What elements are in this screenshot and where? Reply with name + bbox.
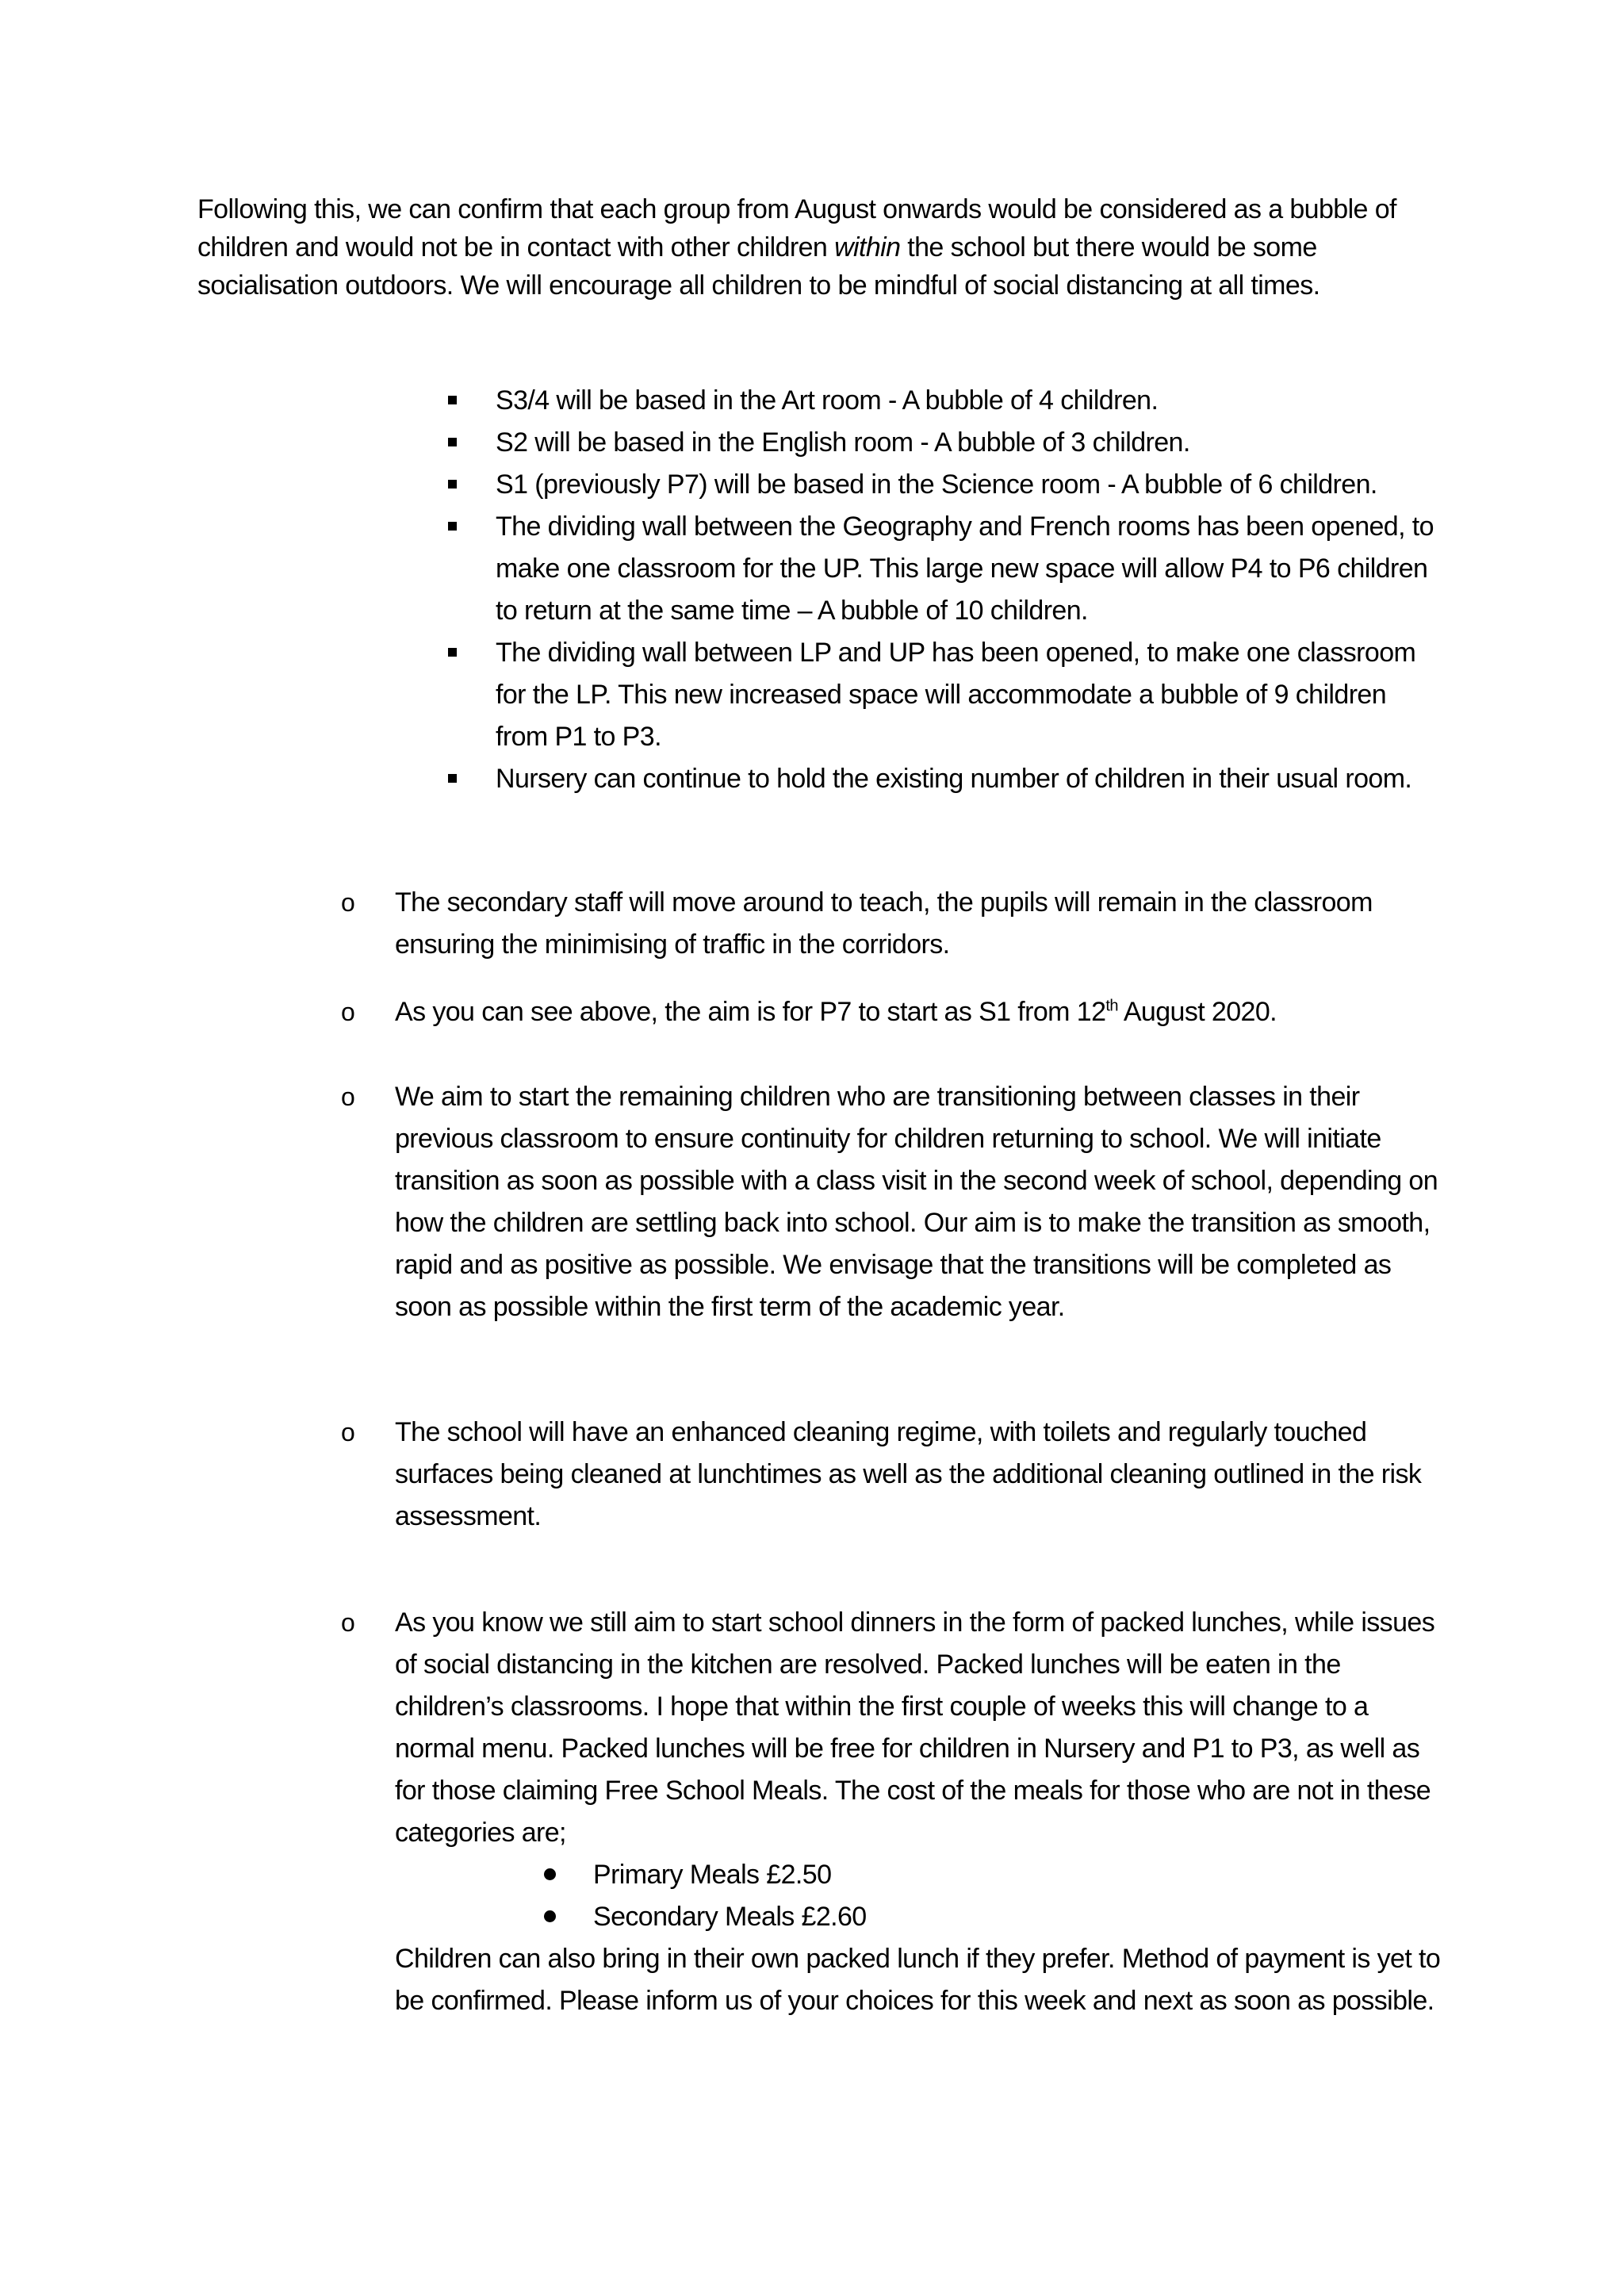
- p7-text-start: As you can see above, the aim is for P7 to start as S1 from 12: [395, 997, 1106, 1027]
- list-item: [444, 422, 1443, 464]
- point-text: [395, 1602, 1450, 2022]
- square-bullet-icon: [448, 480, 457, 489]
- round-bullet-icon: [544, 1910, 556, 1922]
- list-item: [444, 464, 1443, 506]
- circle-bullet-icon: o: [341, 998, 355, 1026]
- lunches-text: As you know we still aim to start school dinners in the form of packed lunches, while issues of social distancing in the kitchen are resolved. Packed lunches will be eaten in the children’s classrooms. I hope that within the first couple of weeks this will change to a normal menu. Packed lunches will be free for children in Nursery and P1 to P3, as well as for those claiming Free School Meals. The cost of the meals for those who are not in these categories are;: [395, 1607, 1435, 1848]
- point-text: [395, 991, 1450, 1033]
- room-text: S1 (previously P7) will be based in the Science room - A bubble of 6 children.: [496, 469, 1377, 500]
- intro-emphasis: within: [834, 232, 901, 262]
- p7-text-end: August 2020.: [1117, 997, 1277, 1027]
- square-bullet-icon: [448, 774, 457, 783]
- room-text: S3/4 will be based in the Art room - A bubble of 4 children.: [496, 385, 1159, 416]
- square-bullet-icon: [448, 522, 457, 531]
- list-item: [395, 1896, 1450, 1938]
- point-text: The secondary staff will move around to teach, the pupils will remain in the classroom ensuring the minimising of traffic in the corridors.: [395, 887, 1373, 960]
- list-item: [444, 380, 1443, 422]
- list-item: [444, 758, 1443, 800]
- list-item: [444, 632, 1443, 758]
- circle-bullet-icon: o: [341, 1082, 355, 1111]
- meal-price-text: Secondary Meals £2.60: [593, 1902, 867, 1932]
- room-text: The dividing wall between LP and UP has been opened, to make one classroom for the LP. This new increased space will accommodate a bubble of 9 children from P1 to P3.: [496, 638, 1416, 752]
- list-item: [444, 506, 1443, 632]
- room-text: The dividing wall between the Geography and French rooms has been opened, to make one classroom for the UP. This large new space will allow P4 to P6 children to return at the same time – A bubble of 10 children.: [496, 511, 1434, 626]
- square-bullet-icon: [448, 648, 457, 657]
- intro-text-end: the school but there would be some socialisation outdoors. We will encourage all children to be mindful of social distancing at all times.: [197, 232, 1320, 301]
- list-item: [395, 1854, 1450, 1896]
- meal-price-text: Primary Meals £2.50: [593, 1860, 832, 1890]
- circle-bullet-icon: o: [341, 1608, 355, 1637]
- intro-text-start: Following this, we can confirm that each group from August onwards would be considered as a bubble of children and would not be in contact with other children: [197, 194, 1396, 262]
- point-text: The school will have an enhanced cleaning regime, with toilets and regularly touched surfaces being cleaned at lunchtimes as well as the additional cleaning outlined in the risk assessment.: [395, 1417, 1422, 1531]
- point-text: We aim to start the remaining children who are transitioning between classes in their previous classroom to ensure continuity for children returning to school. We will initiate transition as soon as possible with a class visit in the second week of school, depending on how the children are settling back into school. Our aim is to make the transition as smooth, rapid and as positive as possible. We envisage that the transitions will be completed as soon as possible within the first term of the academic year.: [395, 1082, 1438, 1322]
- circle-bullet-icon: o: [341, 1418, 355, 1446]
- meal-price-list: [395, 1854, 1450, 1938]
- square-bullet-icon: [448, 396, 457, 404]
- room-text: Nursery can continue to hold the existing number of children in their usual room.: [496, 764, 1412, 794]
- lunches-followup-text: Children can also bring in their own packed lunch if they prefer. Method of payment is yet to be confirmed. Please inform us of your choices for this week and next as soon as possible.: [395, 1944, 1441, 2016]
- room-text: S2 will be based in the English room - A bubble of 3 children.: [496, 427, 1190, 458]
- intro-paragraph: [197, 190, 1434, 305]
- ordinal-suffix: th: [1105, 997, 1118, 1015]
- circle-bullet-icon: o: [341, 888, 355, 917]
- room-allocation-list: [444, 380, 1443, 800]
- round-bullet-icon: [544, 1868, 556, 1880]
- square-bullet-icon: [448, 438, 457, 446]
